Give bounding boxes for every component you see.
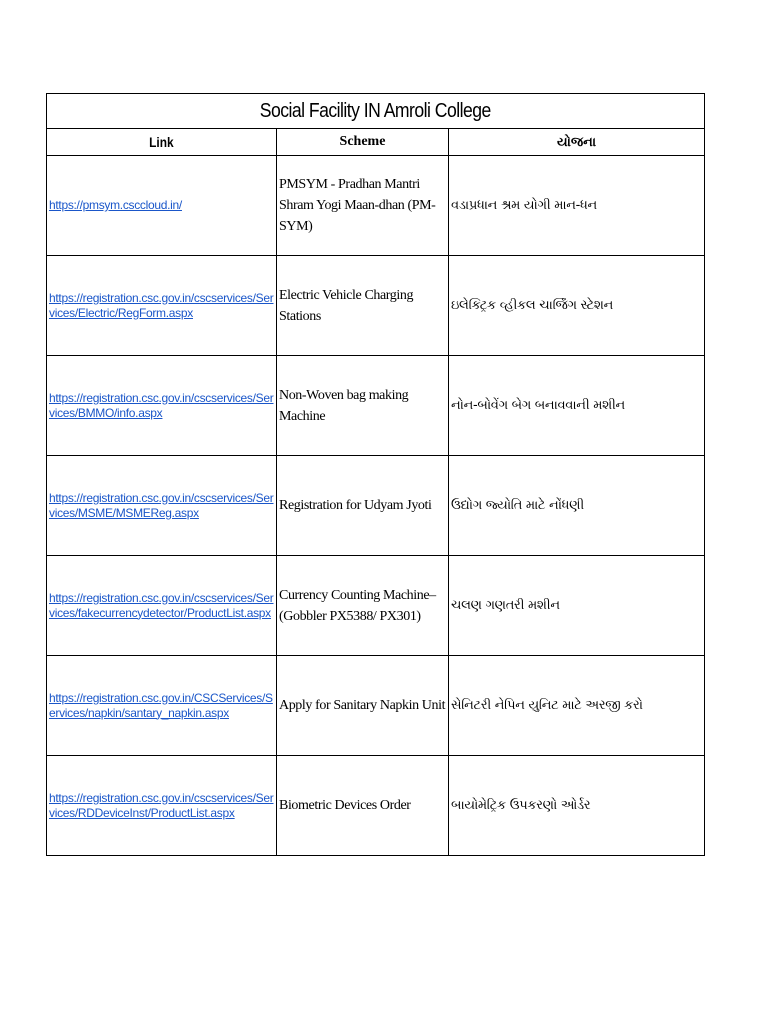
- link-cell: [47, 356, 277, 456]
- scheme-name: PMSYM - Pradhan Mantri Shram Yogi Maan-dhan (PM- SYM): [277, 156, 449, 256]
- table-row: [47, 456, 705, 556]
- scheme-name: Non-Woven bag making Machine: [277, 356, 449, 456]
- link-cell: [47, 256, 277, 356]
- scheme-name: Currency Counting Machine– (Gobbler PX5388/ PX301): [277, 556, 449, 656]
- scheme-link[interactable]: https://registration.csc.gov.in/cscservices/Services/MSME/MSMEReg.aspx: [49, 490, 274, 520]
- scheme-name: Registration for Udyam Jyoti: [277, 456, 449, 556]
- scheme-name-gujarati: સેનિટરી નેપિન યુનિટ માટે અરજી કરો: [449, 656, 705, 756]
- column-header-link: [47, 129, 277, 156]
- table-row: [47, 256, 705, 356]
- table-row: [47, 356, 705, 456]
- link-cell: [47, 156, 277, 256]
- table-row: [47, 756, 705, 856]
- scheme-link[interactable]: https://pmsym.csccloud.in/: [49, 198, 182, 212]
- scheme-name-gujarati: બાયોમેટ્રિક ઉપકરણો ઓર્ડર: [449, 756, 705, 856]
- scheme-name: Biometric Devices Order: [277, 756, 449, 856]
- page-title: Social Facility IN Amroli College: [260, 99, 492, 122]
- scheme-name: Electric Vehicle Charging Stations: [277, 256, 449, 356]
- column-header-gujarati: યોજના: [449, 129, 705, 156]
- scheme-name-gujarati: ચલણ ગણતરી મશીન: [449, 556, 705, 656]
- table-row: [47, 156, 705, 256]
- link-cell: [47, 456, 277, 556]
- link-cell: [47, 656, 277, 756]
- table-body: [47, 156, 705, 856]
- scheme-name-gujarati: વડાપ્રધાન શ્રમ યોગી માન-ધન: [449, 156, 705, 256]
- scheme-name: Apply for Sanitary Napkin Unit: [277, 656, 449, 756]
- scheme-link[interactable]: https://registration.csc.gov.in/cscservices/Services/fakecurrencydetector/ProductList.aspx: [49, 590, 274, 620]
- column-header-scheme: Scheme: [277, 129, 449, 156]
- link-cell: [47, 756, 277, 856]
- scheme-name-gujarati: ઉદ્યોગ જ્યોતિ માટે નોંધણી: [449, 456, 705, 556]
- table-row: [47, 556, 705, 656]
- scheme-link[interactable]: https://registration.csc.gov.in/cscservices/Services/BMMO/info.aspx: [49, 390, 274, 420]
- table-row: [47, 656, 705, 756]
- scheme-link[interactable]: https://registration.csc.gov.in/cscservices/Services/Electric/RegForm.aspx: [49, 290, 274, 320]
- table-title-cell: [47, 94, 705, 129]
- scheme-name-gujarati: ઇલેક્ટ્રિક વ્હીકલ ચાર્જિંગ સ્ટેશન: [449, 256, 705, 356]
- facility-table: [46, 93, 705, 856]
- scheme-name-gujarati: નોન-બોવેંગ બેગ બનાવવાની મશીન: [449, 356, 705, 456]
- column-header-link-label: Link: [149, 134, 174, 150]
- scheme-link[interactable]: https://registration.csc.gov.in/cscservices/Services/RDDeviceInst/ProductList.aspx: [49, 790, 274, 820]
- scheme-link[interactable]: https://registration.csc.gov.in/CSCServices/Services/napkin/santary_napkin.aspx: [49, 690, 273, 720]
- link-cell: [47, 556, 277, 656]
